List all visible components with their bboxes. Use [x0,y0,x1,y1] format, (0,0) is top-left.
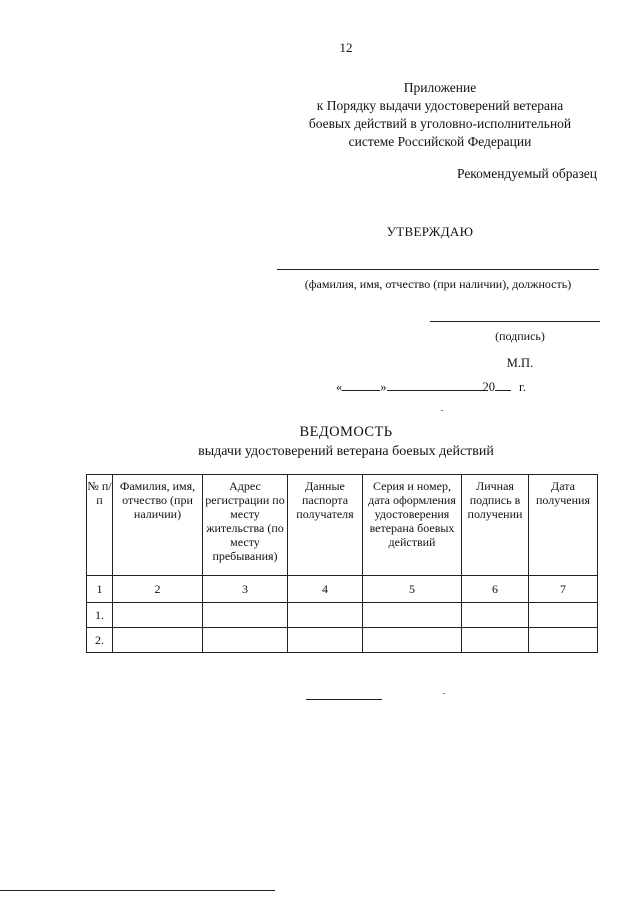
header-full-name: Фамилия, имя, отчество (при наличии) [113,475,203,576]
date-year-blank [495,378,511,391]
table-row [87,628,598,653]
scan-speck [441,410,443,411]
appendix-line-1: Приложение [403,80,477,95]
signature-line [430,321,600,322]
page-number: 12 [339,40,353,55]
header-certificate: Серия и номер, дата оформления удостоверения ветерана боевых действий [363,475,462,576]
column-number: 6 [462,576,529,603]
table-row [87,603,598,628]
appendix-line-4: системе Российской Федерации [348,134,532,149]
statement-title: ВЕДОМОСТЬ [299,424,393,440]
table-cell [529,603,598,628]
stamp-place-label: М.П. [506,356,534,370]
statement-subtitle: выдачи удостоверений ветерана боевых действий [198,444,494,459]
header-signature: Личная подпись в получении [462,475,529,576]
date-close-quote: » [380,380,387,394]
issuance-table [86,474,598,653]
table-cell [203,628,288,653]
table-cell [113,628,203,653]
column-number: 2 [113,576,203,603]
table-cell [462,603,529,628]
date-open-quote: « [336,380,343,394]
column-number: 5 [363,576,462,603]
table-cell [363,628,462,653]
name-signature-line [277,269,599,270]
appendix-line-3: боевых действий в уголовно-исполнительной [308,116,572,131]
table-header-row [87,475,598,576]
appendix-block [288,79,592,151]
header-date: Дата получения [529,475,598,576]
table-cell [462,628,529,653]
approval-date-line [336,378,546,395]
sample-label: Рекомендуемый образец [456,166,597,181]
table-cell [113,603,203,628]
header-address: Адрес регистрации по месту жительства (по месту пребывания) [203,475,288,576]
scan-speck [443,693,445,694]
column-number-row [87,576,598,603]
row-number-cell: 2. [87,628,113,653]
table-cell [529,628,598,653]
date-suffix: г. [519,380,526,394]
date-month-blank [387,378,483,391]
header-passport: Данные паспорта получателя [288,475,363,576]
row-number-cell: 1. [87,603,113,628]
footer-rule [0,890,275,891]
end-of-document-line [306,699,382,700]
column-number: 1 [87,576,113,603]
table-cell [288,603,363,628]
column-number: 7 [529,576,598,603]
approve-heading: УТВЕРЖДАЮ [386,224,474,239]
table-cell [203,603,288,628]
table-cell [288,628,363,653]
date-year-prefix: 20 [482,380,495,394]
date-day-blank [342,378,380,391]
header-row-number: № п/п [87,475,113,576]
table-cell [363,603,462,628]
column-number: 3 [203,576,288,603]
signature-caption: (подпись) [495,329,545,343]
name-position-caption: (фамилия, имя, отчество (при наличии), должность) [304,277,572,291]
appendix-line-2: к Порядку выдачи удостоверений ветерана [316,98,564,113]
column-number: 4 [288,576,363,603]
